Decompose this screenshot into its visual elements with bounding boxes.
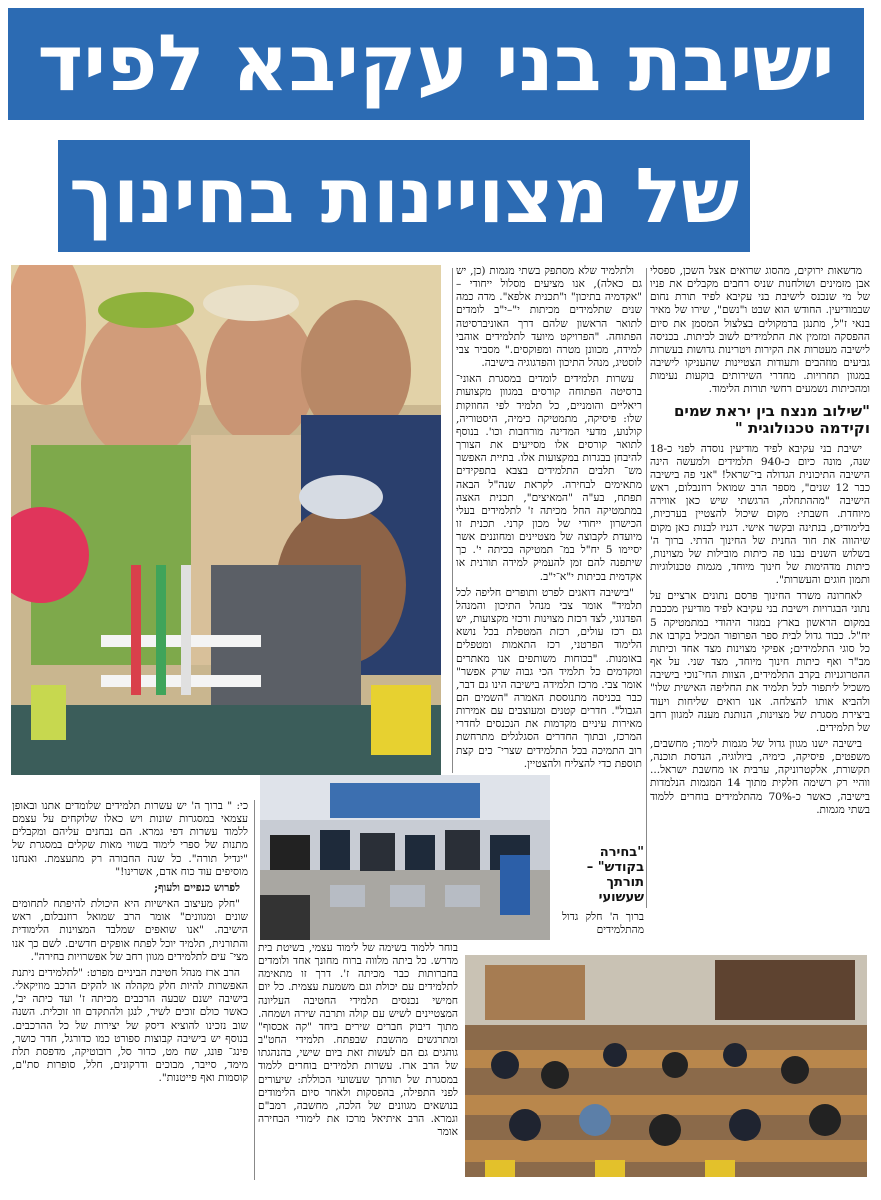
subheading-choice-in-holiness: "בחירה בקודש" – תורתך שעשועי [586,845,644,905]
article-column-bottom-middle [258,942,458,1182]
article-column-mid-lower [562,845,644,940]
article-paragraph: כי: " ברוך ה' יש עשרות תלמידים שלומדים אתנו ובאופן עצמאי במסגרות שונות ויש כאלו שלוקחים על עצמם ללמוד עשרות דפי גמרא. הם נבחנים עליהם ומקבלים מתנות של ספרי לימוד בשווי מאות שקלים במסגרת של "יגדיל תורה". כל שנה החבורה רק מתעצמת. ואנחנו מוסיפים עוד כוח אדם, אשרינו!" [12,800,248,878]
article-paragraph: ישיבת בני עקיבא לפיד מודיעין נוסדה לפני כ-18 שנה, מונה כיום כ-940 תלמידים ולמעשה הינה הישיבה התיכונית הגדולה בי־שראל! "אני פה בישיבה כבר 12 שנים", מספר הרב שמואל רוזנבלום, ראש הישיבה "מההתחלה, הרגשתי שיש כאן אווירה מיוחדת. חשבתי: מקום שיכול להצטיין בערכיות, בלימודים, בנתינה ובקשר אישי. דגניו לבנות כאן מקום שיהווה את חוד החנית של החינוך הדתי. ברוך ה' בשלוש השנים נבנו פה כיתות מובילות של מצוינות, כיתות מדהימות של חינוך מיוחד, מגמות טכנולוגיות ותמון חוגים והעשרות". [650,442,870,587]
photo-computer-lab [260,775,550,940]
article-paragraph: הרב ארז מנהל חטיבת הביניים מפרט: "לתלמידים ניתנת האפשרות להיות חלק מקהלה או להקים הרכב מוזיקאלי. בישיבה ישנם שבעה הרכבים מכיתה ז' ועד כיתה יב', כאשר כולם זוכים לשיר, לנגן ולהתקדם וזו זוכלית. השנה שוב נזכינו להוציא דיסק של יצירות של כל ההרכבים. בנוסף יש בישיבה קבוצות ספורט כמו כדורגל, חדר כושר, פינג־ פונג, שח מט, כדור סל, רובוטיקה, מדפסת תלת מימד, סייבר, מבוכים ודרקונים, חלל, סופרות סת"ם, קוסמות ואף פייטנות". [12,966,248,1085]
article-paragraph: לפרוש כנפיים ולעוף; [154,881,240,894]
column-divider [254,800,255,1180]
students-experiment-illustration [11,265,441,775]
article-paragraph: "בישיבה דואגים לפרט ותופרים חליפה לכל תלמיד" אומר צבי מנהל התיכון והמנהל הפדגוגי, לצד רכזת מצוינות ורכזי מקצועות, יש גם רכז עולים, רכזת המטפלת בכל נושא הלימוד הפרטני, רכז התאמות ומטפלים באומנות. "בכוחות משותפים אנו מאתרים ומקדמים כל תלמיד הכי גבוה שרק אפשר" אומר צבי. מרכז תלמידה בישיבה הינו גם דבר, כבר בכניסה מתנוססת האמרה "השמים הם הגבול". חדרים קטנים ומעוצבים עם אמירות מאירות עיניים מקדמות את הנכנסים לחדרי המרכז, ובתוך החדרים הסגלגלים מתרחשת רוב התמיכה בכל התלמידים שצרי־ כים קצת תוספת כדי להצליח ולהצטיין. [456,586,642,770]
article-paragraph: בישיבה ישנו מגוון גדול של מגמות לימוד; מחשבים, משפטים, פיסיקה, כימיה, ביולוגיה, הנדסת תוכנה, תקשורת, אלקטרוניקה, ערבית או מחשבת ישראל... ווהיי רק רשימה חלקית מתוך 14 המגמות הנלמדות בישיבה, כאשר כ-70% מהתלמידים בוחרים ללמוד בשתי מגמות. [650,738,870,816]
headline-line-2-text: של מצויינות בחינוך [69,151,739,240]
column-divider [646,268,647,908]
article-column-bottom-left [12,800,248,1185]
headline-line-2 [58,140,750,252]
headline-line-1-text: ישיבת בני עקיבא לפיד [37,19,835,109]
article-paragraph: ולתלמיד שלא מסתפק בשתי מגמות (כן, יש גם כאלה), אנו מציעים מסלול ייחודי – "אקדמיה בתיכון" ו"תכנית אלפא". מדה כמה שנים שתלמידים מכיתות י"–י"ב לומדים לתואר הראשון שלהם דרך האוניברסיטה הפתוחה. "הפרויקט מיועד לתלמידים אוהבי למידה, מכוונן מטרה ומפוקסים." מסביר צבי לוסטיג, מנהל התיכון והפדגוגיה בישיבה. [456,265,642,370]
article-column-right [650,265,870,905]
article-paragraph: "חלק מעיצוב האישיות היא היכולת להיפתח לתחומים שונים ומגוונים" אומר הרב שמואל רוזנבלום, ראש הישיבה. "אנו שואפים שמלבד המצוינות הלימודית והתורנית, תלמיד יוכל לפתח אופקים חדשים. לשם כך אנו מצי־ עים לתלמידים מגוון רחב של אפשרויות בחירה". [12,898,248,963]
article-paragraph: עשרות תלמידים לומדים במסגרת האוני־ ברסיטה הפתוחה קורסים במגוון מקצועות ריאליים והומניים, כל תלמיד לפי החוזקות שלו: פיסיקה, מתמטיקה כימיה, היסטוריה, קולנוע, מדעי המדינה מורחבות וכו'. בנוסף לתואר קורסים אלו מסייעים את הצורך להיבחן בבגרות במקצועות אלו. בתיית האפשר מש־ תלבים התלמידים בצבא בתפקידים מתאימים לבחירה. לקראת שנה"ל הבאה תפתח, בע"ה "המאיצים", תכנית האצה במתמטיקה החל מכיתה ז' לתלמידים בעלי הכישרון ייחודי של מכון קרני. תכנית זו מיועדת לקבוצה של מצטיינים ומחוננים אשר יסיימו 5 יח"ל במ־ תמטיקה בכיתה י'. כך שיתפנה להם זמן להעמיק למידה תורנית או אקדמית בכיתות י"א־י"ב. [456,373,642,583]
photo-beit-midrash [465,955,867,1177]
study-hall-illustration [465,955,867,1177]
article-paragraph: מדשאות ירוקים, מהסוג שרואים אצל השכן, ספסלי אבן מזמינים ושולחנות שניס רחבים מקבלים את פניו של מי שנכנס לישיבת בני עקיבא לפיד תורת נחום שבמודיעין. החודש הוא שבט ו"נשם", שירו של מאיר בנאי ז"ל, מתנגן ברמקולים בצלצול המסמן את סיום ההפסקה ומזמין את התלמידים לשוב לכיתות. בכניסה לישיבה מעטרות את הקירות ויטרינות גדושות בעשרות גביעים מוזהבים ותעודות הצטיינות שהעניקו לישיבה במגוון תחרויות. מחדרי השירותים בוקעות נעימות ומהכיתות נשמעים רחשי תורות הלימוד. [650,265,870,396]
article-column-middle [456,265,642,775]
subheading-modern-tradition: "שילוב מנצח בין יראת שמים וקידמה טכנולוגית " [673,401,870,437]
article-paragraph: לאחרונה משרד החינוך פרסם נתונים ארציים על נתוני הבגרויות וישיבת בני עקיבא לפיד מודיעין מככבת במקום הראשון בארץ במגזר היהודי במתמטיקה 5 יח"ל. כבוד גדול לבית ספר הפרופור המכיל בקרבו את כל סוגי התלמידים; אפיקי מצוינות מצד אחד וכיתות מב"ר ואף כיתות חינוך מיוחד, מצד שני. על אף ההטרוגניות בקרב התלמידים, הצוות החי־נוכי בישיבה משכיל ליתפור לכל תלמיד את החליפה האישית שלו" ולהביא אותו להצלחה. אנו רואים שליחות ויעוד ביצירת מסגרת של מצוינות, הנותנת מענה למגוון רחב של תלמידים. [650,590,870,734]
article-paragraph: בוחר ללמוד בשימה של לימוד עצמי, בשיטת בית מדרש. כל ביתה מלווה ברוח מחונך אחד ולומדים בחברותות כבר מכיתה ז'. דרך זו מתאימה לתלמידים עם יכולת וגם משמעת עצמית. כל יום חמישי נכנסים תלמידי החטיבה העליונה המצטיינים לשיש עם קולה ותרבה שירה ושמחה. מתוך דיבוק חברים שירים ביחד "קה אכסוף" ומתרגשים מהשבת שבפתח. תלמידי החט"ב גוהגים גם הם לעשות זאת ביום שישי, בהנהגתו של הרב ארז. עשרות תלמידים בוחרים ללמוד במסגרת של תורתך שעשועי הכוללת: שיעורים לפני התפילה, בהפסקות ולאחר סיום הלימודים בנושאים מגוונים של הלכה, מחשבה, רמב"ם וגמרא. הרב איתיאל מרכז את לימודי הבחירה אומר [258,942,458,1139]
photo-students-science-experiment [11,265,441,775]
column-divider [452,268,453,773]
computer-lab-illustration [260,775,550,940]
article-paragraph: ברוך ה' חלק גדול מהתלמידים [562,911,644,937]
headline-line-1 [8,8,864,120]
